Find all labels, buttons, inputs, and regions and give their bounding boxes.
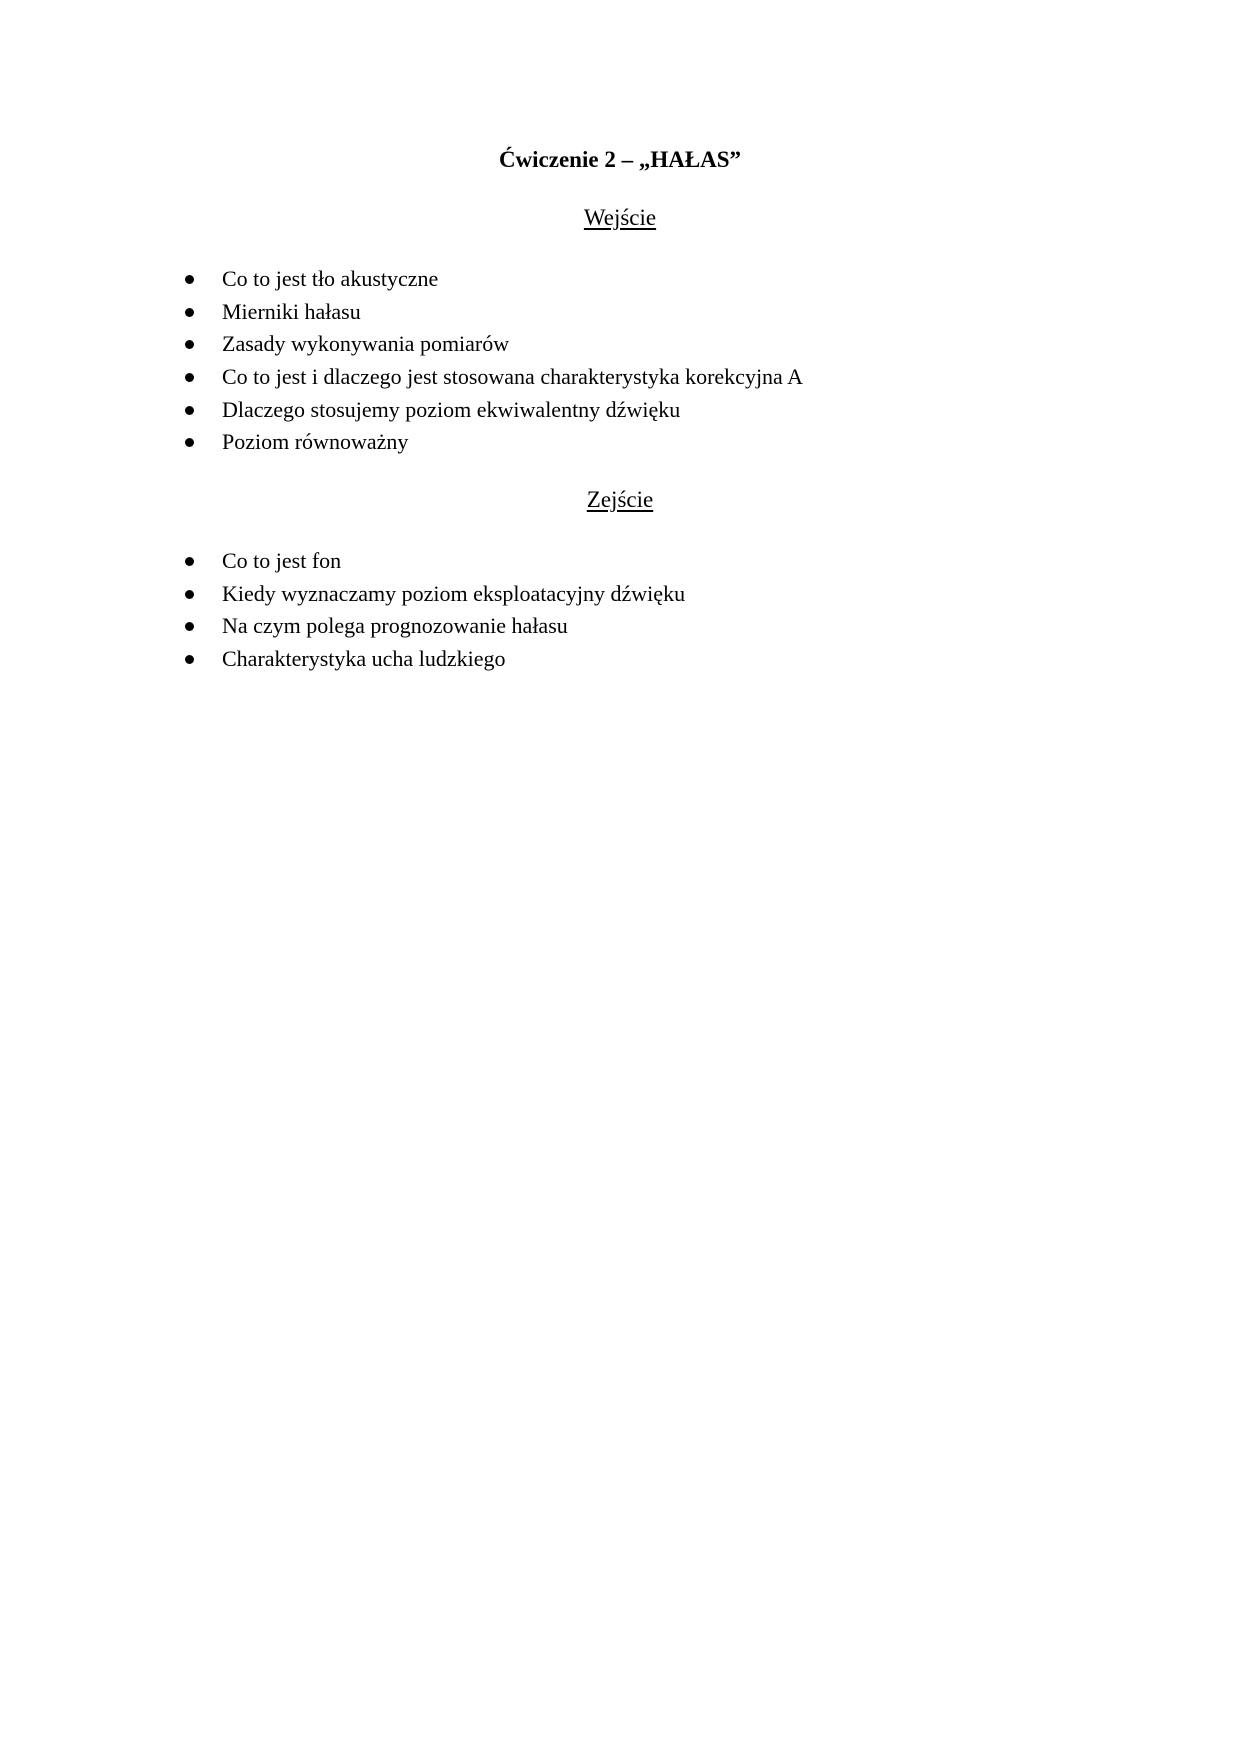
list-item-text: Poziom równoważny: [222, 429, 409, 455]
bullet-icon: [185, 622, 194, 631]
list-item-text: Charakterystyka ucha ludzkiego: [222, 646, 506, 672]
list-item-text: Zasady wykonywania pomiarów: [222, 331, 510, 357]
list-item-text: Mierniki hałasu: [222, 298, 361, 324]
document-title: Ćwiczenie 2 – „HAŁAS”: [498, 147, 742, 172]
section-heading-wejscie: Wejście: [583, 205, 657, 230]
list-item-text: Na czym polega prognozowanie hałasu: [222, 613, 568, 639]
list-item-text: Kiedy wyznaczamy poziom eksploatacyjny dźwięku: [222, 580, 686, 606]
bullet-icon: [185, 590, 194, 599]
bullet-icon: [185, 373, 194, 382]
bullet-icon: [185, 438, 194, 447]
bullet-icon: [185, 406, 194, 415]
list-item-text: Co to jest i dlaczego jest stosowana charakterystyka korekcyjna A: [222, 364, 803, 390]
bullet-icon: [185, 340, 194, 349]
bullet-icon: [185, 655, 194, 664]
list-item-text: Co to jest fon: [222, 548, 342, 573]
bullet-icon: [185, 275, 194, 284]
section-heading-zejscie: Zejście: [586, 487, 654, 512]
list-item-text: Dlaczego stosujemy poziom ekwiwalentny dźwięku: [222, 396, 681, 422]
list-item-text: Co to jest tło akustyczne: [222, 266, 439, 291]
bullet-icon: [185, 308, 194, 317]
bullet-icon: [185, 557, 194, 566]
